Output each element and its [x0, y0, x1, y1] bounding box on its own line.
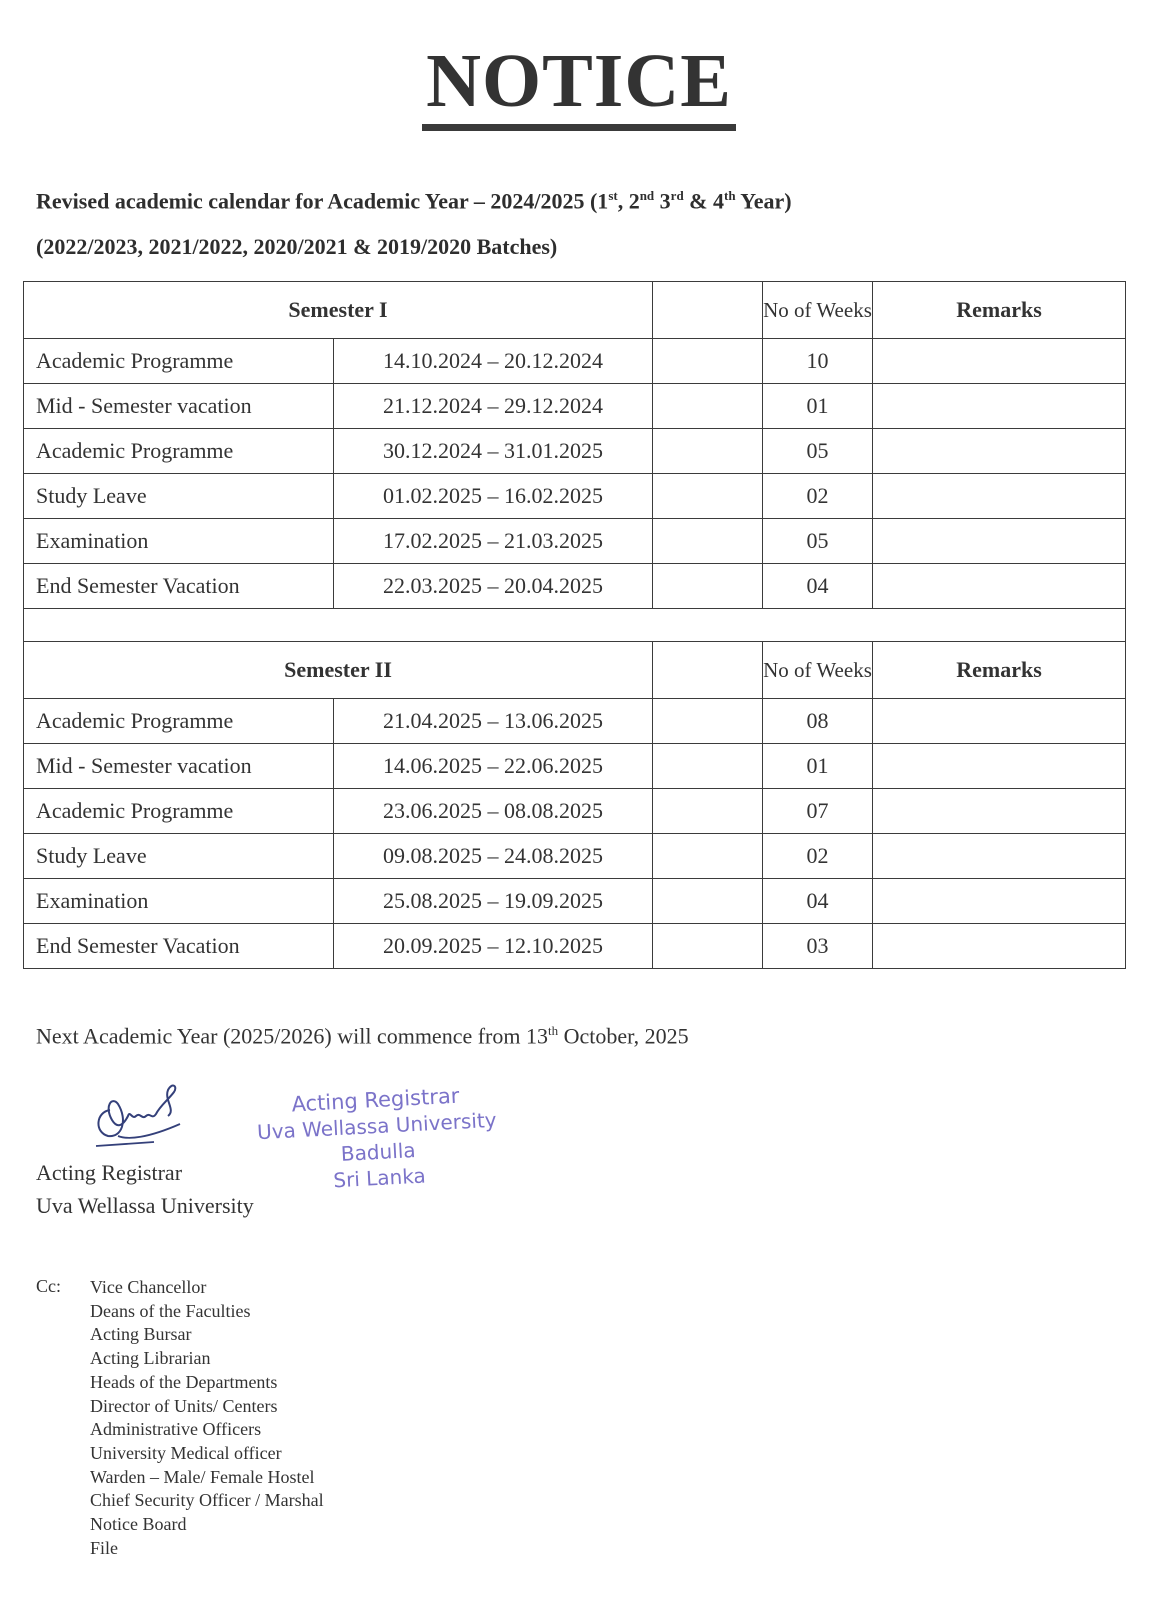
weeks-cell: 05	[763, 429, 873, 474]
heading-tail: Year)	[735, 188, 792, 214]
activity-cell: End Semester Vacation	[24, 924, 334, 969]
blank-cell	[653, 879, 763, 924]
blank-cell	[653, 699, 763, 744]
activity-cell: Study Leave	[24, 474, 334, 519]
blank-cell	[653, 789, 763, 834]
next-year-note	[36, 1023, 689, 1049]
weeks-cell: 02	[763, 834, 873, 879]
weeks-header: No of Weeks	[763, 642, 873, 699]
remarks-cell	[873, 474, 1126, 519]
date-range-cell: 14.06.2025 – 22.06.2025	[334, 744, 653, 789]
date-range-cell: 21.12.2024 – 29.12.2024	[334, 384, 653, 429]
date-range-cell: 17.02.2025 – 21.03.2025	[334, 519, 653, 564]
cc-recipient: Heads of the Departments	[90, 1371, 278, 1392]
cc-recipient: File	[90, 1537, 119, 1558]
date-range-cell: 23.06.2025 – 08.08.2025	[334, 789, 653, 834]
blank-cell	[653, 519, 763, 564]
notice-title	[0, 38, 1158, 131]
weeks-cell: 05	[763, 519, 873, 564]
cc-recipient: Director of Units/ Centers	[90, 1395, 278, 1416]
remarks-cell	[873, 924, 1126, 969]
date-range-cell: 21.04.2025 – 13.06.2025	[334, 699, 653, 744]
weeks-cell: 01	[763, 744, 873, 789]
table-row	[24, 564, 1126, 609]
semester-2-label: Semester II	[24, 642, 653, 699]
table-row	[24, 339, 1126, 384]
date-range-cell: 22.03.2025 – 20.04.2025	[334, 564, 653, 609]
heading-sup-1: st	[608, 188, 618, 203]
blank-cell	[653, 834, 763, 879]
remarks-cell	[873, 744, 1126, 789]
cc-recipient: University Medical officer	[90, 1442, 282, 1463]
date-range-cell: 14.10.2024 – 20.12.2024	[334, 339, 653, 384]
date-range-cell: 01.02.2025 – 16.02.2025	[334, 474, 653, 519]
activity-cell: Examination	[24, 519, 334, 564]
blank-cell	[653, 339, 763, 384]
semester-1-header-row	[24, 282, 1126, 339]
table-row	[24, 834, 1126, 879]
handwritten-signature	[88, 1080, 228, 1160]
cc-recipient: Notice Board	[90, 1514, 187, 1535]
next-year-prefix: Next Academic Year (2025/2026) will commence from 13	[36, 1023, 548, 1049]
table-row	[24, 474, 1126, 519]
activity-cell: Study Leave	[24, 834, 334, 879]
remarks-header: Remarks	[873, 642, 1126, 699]
blank-header-cell	[653, 282, 763, 339]
blank-cell	[653, 474, 763, 519]
cc-label: Cc:	[36, 1276, 61, 1296]
stamp-line-2: Uva Wellassa University	[256, 1107, 498, 1145]
activity-cell: Mid - Semester vacation	[24, 744, 334, 789]
date-range-cell: 20.09.2025 – 12.10.2025	[334, 924, 653, 969]
weeks-cell: 03	[763, 924, 873, 969]
separator-cell	[24, 609, 1126, 642]
heading-sep-3: & 4	[683, 188, 724, 214]
weeks-cell: 04	[763, 879, 873, 924]
blank-cell	[653, 429, 763, 474]
heading-sup-2: nd	[639, 188, 655, 203]
activity-cell: Examination	[24, 879, 334, 924]
activity-cell: Academic Programme	[24, 789, 334, 834]
remarks-header: Remarks	[873, 282, 1126, 339]
separator-row	[24, 609, 1126, 642]
remarks-cell	[873, 879, 1126, 924]
stamp-line-3: Badulla	[340, 1138, 417, 1166]
weeks-cell: 04	[763, 564, 873, 609]
cc-recipient: Vice Chancellor	[90, 1277, 207, 1297]
table-row	[24, 519, 1126, 564]
table-row	[24, 879, 1126, 924]
remarks-cell	[873, 429, 1126, 474]
stamp-line-4: Sri Lanka	[332, 1163, 427, 1193]
date-range-cell: 09.08.2025 – 24.08.2025	[334, 834, 653, 879]
blank-header-cell	[653, 642, 763, 699]
activity-cell: Academic Programme	[24, 339, 334, 384]
registrar-stamp	[242, 1080, 512, 1198]
table-row	[24, 384, 1126, 429]
table-row	[24, 699, 1126, 744]
stamp-line-1: Acting Registrar	[290, 1083, 460, 1117]
cc-recipient: Chief Security Officer / Marshal	[90, 1490, 324, 1511]
blank-cell	[653, 924, 763, 969]
weeks-cell: 02	[763, 474, 873, 519]
remarks-cell	[873, 564, 1126, 609]
activity-cell: Mid - Semester vacation	[24, 384, 334, 429]
semester-1-label: Semester I	[24, 282, 653, 339]
weeks-header: No of Weeks	[763, 282, 873, 339]
heading-sup-3: rd	[670, 188, 684, 203]
weeks-cell: 10	[763, 339, 873, 384]
academic-calendar-table	[23, 281, 1126, 969]
table-row	[24, 744, 1126, 789]
cc-recipient: Acting Bursar	[90, 1324, 192, 1345]
heading-sep-1: , 2	[617, 188, 640, 214]
table-row	[24, 429, 1126, 474]
next-year-sup: th	[547, 1023, 559, 1038]
remarks-cell	[873, 519, 1126, 564]
remarks-cell	[873, 339, 1126, 384]
activity-cell: Academic Programme	[24, 429, 334, 474]
signer-org: Uva Wellassa University	[36, 1193, 254, 1218]
remarks-cell	[873, 384, 1126, 429]
cc-recipient-list	[90, 1276, 324, 1560]
next-year-suffix: October, 2025	[558, 1023, 689, 1049]
weeks-cell: 01	[763, 384, 873, 429]
calendar-heading	[36, 188, 792, 214]
blank-cell	[653, 564, 763, 609]
remarks-cell	[873, 699, 1126, 744]
weeks-cell: 08	[763, 699, 873, 744]
heading-text: Revised academic calendar for Academic Year – 2024/2025 (1	[36, 188, 609, 214]
heading-sep-2: 3	[654, 188, 671, 214]
batches-heading: (2022/2023, 2021/2022, 2020/2021 & 2019/2020 Batches)	[36, 234, 558, 259]
table-row	[24, 924, 1126, 969]
activity-cell: End Semester Vacation	[24, 564, 334, 609]
notice-title-text: NOTICE	[422, 38, 736, 131]
semester-2-header-row	[24, 642, 1126, 699]
remarks-cell	[873, 789, 1126, 834]
heading-sup-4: th	[724, 188, 736, 203]
cc-recipient: Warden – Male/ Female Hostel	[90, 1466, 315, 1487]
blank-cell	[653, 744, 763, 789]
date-range-cell: 25.08.2025 – 19.09.2025	[334, 879, 653, 924]
table-row	[24, 789, 1126, 834]
remarks-cell	[873, 834, 1126, 879]
activity-cell: Academic Programme	[24, 699, 334, 744]
cc-recipient: Acting Librarian	[90, 1348, 211, 1369]
blank-cell	[653, 384, 763, 429]
cc-recipient: Administrative Officers	[90, 1419, 262, 1440]
weeks-cell: 07	[763, 789, 873, 834]
signer-title: Acting Registrar	[36, 1160, 183, 1185]
date-range-cell: 30.12.2024 – 31.01.2025	[334, 429, 653, 474]
signer-block	[36, 1156, 254, 1222]
cc-recipient: Deans of the Faculties	[90, 1300, 251, 1321]
